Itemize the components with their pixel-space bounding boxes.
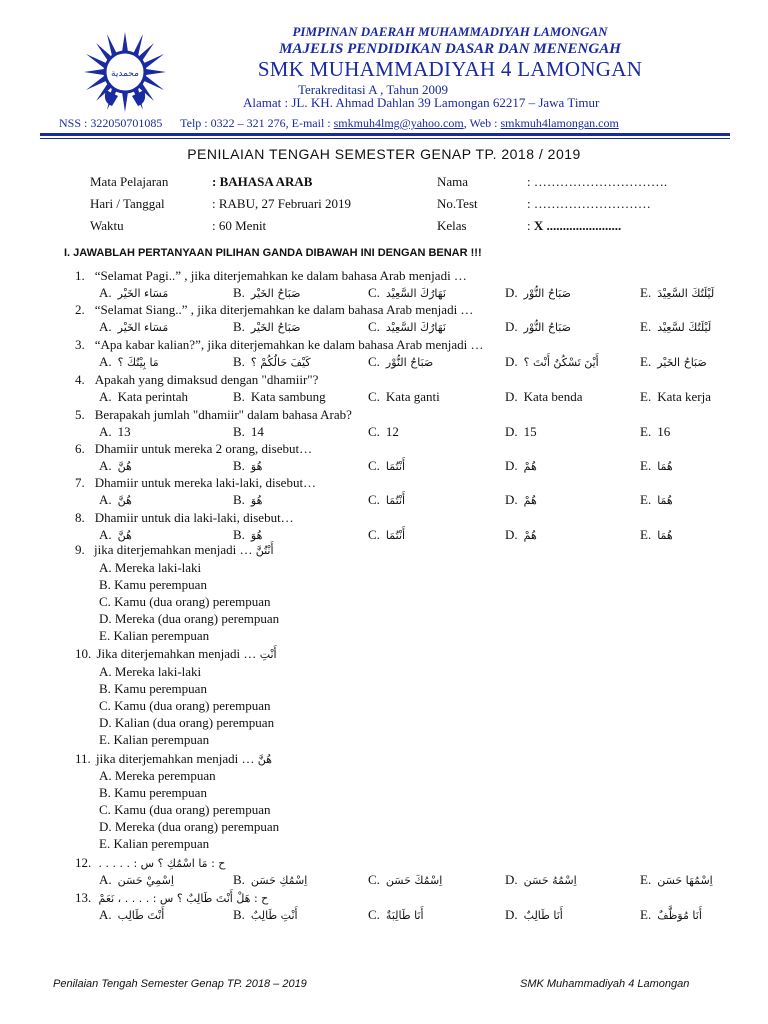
option-letter: C.: [368, 424, 380, 439]
option-text: صَبَاحُ الخَيْر: [250, 287, 301, 300]
option-text: مَا بِيْتُكَ ؟: [117, 356, 159, 369]
question-text: Jika diterjemahkan menjadi …: [96, 646, 257, 661]
class-field[interactable]: [527, 218, 621, 234]
option-text: هُوَ: [250, 529, 263, 542]
q6-option-a[interactable]: [99, 458, 132, 474]
q12-option-c[interactable]: [368, 872, 442, 888]
option-text: اِسْمُهُ حَسَن: [523, 874, 577, 887]
footer-school-name: SMK Muhammadiyah 4 Lamongan: [520, 978, 690, 990]
q12-option-a[interactable]: [99, 872, 174, 888]
section-title: I. JAWABLAH PERTANYAAN PILIHAN GANDA DIBAWAH INI DENGAN BENAR !!!: [64, 247, 482, 259]
q10-option-a[interactable]: A. Mereka laki-laki: [99, 664, 202, 679]
option-letter: E.: [640, 872, 652, 887]
option-text: اِسْمُهَا حَسَن: [657, 874, 713, 887]
question-text: “Apa kabar kalian?”, jika diterjemahkan ke dalam bahasa Arab menjadi …: [94, 337, 484, 352]
class-value: X .......................: [533, 218, 622, 233]
option-text: مَسَاء الخَيْر: [117, 321, 169, 334]
logo-text: محمدية: [111, 69, 139, 79]
header-rule-thick: [40, 133, 730, 136]
question-arabic: ح : هَلْ أَنْتَ طَالِبٌ ؟ س : . . . . ، نَعَمْ: [98, 892, 269, 905]
subject-label: Mata Pelajaran: [90, 174, 169, 189]
option-letter: E.: [640, 458, 652, 473]
q3-option-c[interactable]: [368, 354, 433, 370]
option-text: Kata benda: [523, 389, 583, 404]
question-2: [75, 302, 473, 318]
name-label: Nama: [437, 174, 469, 189]
question-1: [75, 268, 467, 284]
question-text: Berapakah jumlah "dhamiir" dalam bahasa Arab?: [94, 407, 352, 422]
option-text: هُمَا: [657, 529, 673, 542]
option-letter: C.: [368, 492, 380, 507]
option-text: هُمْ: [523, 460, 537, 473]
q11-option-b[interactable]: B. Kamu perempuan: [99, 785, 207, 800]
time-label: Waktu: [90, 218, 124, 233]
question-number: 3.: [75, 337, 85, 352]
telp: Telp : 0322 – 321 276, E-mail :: [180, 116, 331, 130]
option-text: هُمْ: [523, 529, 537, 542]
option-text: 12: [385, 424, 399, 439]
q10-option-e[interactable]: E. Kalian perempuan: [99, 732, 210, 747]
q2-option-a[interactable]: [99, 319, 168, 335]
question-number: 4.: [75, 372, 85, 387]
q7-option-d[interactable]: [505, 492, 537, 508]
option-letter: C.: [368, 872, 380, 887]
question-12: [75, 855, 225, 871]
q11-option-a[interactable]: A. Mereka perempuan: [99, 768, 216, 783]
q1-option-a[interactable]: [99, 285, 168, 301]
time-value: : 60 Menit: [212, 218, 267, 233]
address: Alamat : JL. KH. Ahmad Dahlan 39 Lamongan 62217 – Jawa Timur: [243, 95, 600, 110]
q11-option-d[interactable]: D. Mereka (dua orang) perempuan: [99, 819, 280, 834]
q3-option-e[interactable]: [640, 354, 707, 370]
option-letter: C.: [368, 458, 380, 473]
option-letter: D.: [505, 354, 518, 369]
q1-option-b[interactable]: [233, 285, 300, 301]
school-logo: [82, 30, 168, 114]
option-letter: D.: [505, 492, 518, 507]
option-text: لَيْلَتُكَ لسَّعِيْد: [657, 321, 712, 334]
q7-option-b[interactable]: [233, 492, 262, 508]
question-4: [75, 372, 318, 388]
q6-option-b[interactable]: [233, 458, 262, 474]
question-text: Dhamiir untuk mereka 2 orang, disebut…: [94, 441, 313, 456]
email-link[interactable]: smkmuh4lmg@yahoo.com: [333, 116, 464, 130]
q8-option-d[interactable]: [505, 527, 537, 543]
q3-option-d[interactable]: [505, 354, 599, 370]
q4-option-c[interactable]: [368, 389, 440, 405]
q10-option-d[interactable]: D. Kalian (dua orang) perempuan: [99, 715, 275, 730]
q2-option-d[interactable]: [505, 319, 571, 335]
option-text: اِسْمِيْ حَسَن: [117, 874, 174, 887]
option-letter: C.: [368, 389, 380, 404]
option-letter: B.: [233, 458, 245, 473]
option-letter: D.: [505, 872, 518, 887]
option-letter: A.: [99, 492, 112, 507]
q11-option-e[interactable]: E. Kalian perempuan: [99, 836, 210, 851]
question-number: 6.: [75, 441, 85, 456]
q10-option-b[interactable]: B. Kamu perempuan: [99, 681, 207, 696]
option-letter: E.: [640, 492, 652, 507]
option-text: صَبَاحُ النُّوْر: [523, 321, 571, 334]
question-number: 12.: [75, 855, 92, 870]
option-text: أَنْتِ طَالِبٌ: [250, 909, 298, 922]
option-letter: A.: [99, 527, 112, 542]
q2-option-c[interactable]: [368, 319, 446, 335]
q7-option-c[interactable]: [368, 492, 405, 508]
question-number: 11.: [75, 751, 91, 766]
option-letter: B.: [233, 527, 245, 542]
question-number: 8.: [75, 510, 85, 525]
question-text: “Selamat Siang..” , jika diterjemahkan ke dalam bahasa Arab menjadi …: [94, 302, 474, 317]
option-text: أَنَا طَالِبَةٌ: [385, 909, 424, 922]
option-letter: B.: [233, 424, 245, 439]
option-text: Kata ganti: [385, 389, 440, 404]
q13-option-a[interactable]: [99, 907, 164, 923]
q13-option-c[interactable]: [368, 907, 424, 923]
web-label: , Web :: [463, 116, 498, 130]
option-text: أَنْتُمَا: [385, 494, 406, 507]
contact-line: [59, 116, 619, 131]
q7-option-e[interactable]: [640, 492, 673, 508]
question-text: Dhamiir untuk dia laki-laki, disebut…: [94, 510, 294, 525]
option-letter: A.: [99, 389, 112, 404]
option-letter: E.: [640, 354, 652, 369]
option-text: اِسْمُكَ حَسَن: [385, 874, 443, 887]
option-text: نَهَارُكَ السَّعِيْد: [385, 287, 446, 300]
option-text: هُمَا: [657, 460, 673, 473]
option-letter: A.: [99, 319, 112, 334]
option-letter: D.: [505, 285, 518, 300]
option-letter: A.: [99, 285, 112, 300]
q12-option-d[interactable]: [505, 872, 577, 888]
header-rule-thin: [40, 138, 730, 139]
question-text: “Selamat Pagi..” , jika diterjemahkan ke dalam bahasa Arab menjadi …: [94, 268, 467, 283]
option-text: اِسْمُكِ حَسَن: [250, 874, 308, 887]
q8-option-e[interactable]: [640, 527, 673, 543]
option-letter: D.: [505, 319, 518, 334]
q1-option-e[interactable]: [640, 285, 714, 301]
q4-option-a[interactable]: [99, 389, 188, 405]
q4-option-b[interactable]: [233, 389, 326, 405]
org-name: PIMPINAN DAERAH MUHAMMADIYAH LAMONGAN: [292, 24, 608, 39]
question-number: 13.: [75, 890, 92, 905]
council-name: MAJELIS PENDIDIKAN DASAR DAN MENENGAH: [279, 41, 621, 57]
option-text: نَهَارُكَ السَّعِيْد: [385, 321, 446, 334]
option-text: Kata kerja: [657, 389, 711, 404]
q3-option-b[interactable]: [233, 354, 311, 370]
option-letter: B.: [233, 492, 245, 507]
exam-title: PENILAIAN TENGAH SEMESTER GENAP TP. 2018 / 2019: [187, 146, 581, 162]
option-text: هُنَّ: [117, 494, 132, 507]
q6-option-c[interactable]: [368, 458, 405, 474]
question-10: [75, 646, 277, 662]
option-letter: A.: [99, 872, 112, 887]
q9-option-d[interactable]: D. Mereka (dua orang) perempuan: [99, 611, 280, 626]
option-text: 15: [523, 424, 537, 439]
option-letter: E.: [640, 389, 652, 404]
q10-option-c[interactable]: C. Kamu (dua orang) perempuan: [99, 698, 271, 713]
q9-option-e[interactable]: E. Kalian perempuan: [99, 628, 210, 643]
option-letter: A.: [99, 424, 112, 439]
q1-option-c[interactable]: [368, 285, 446, 301]
question-arabic: أَنْتُنَّ: [255, 544, 274, 557]
question-number: 7.: [75, 475, 85, 490]
footer-exam-name: Penilaian Tengah Semester Genap TP. 2018 – 2019: [53, 978, 307, 990]
option-letter: B.: [233, 872, 245, 887]
option-letter: B.: [233, 354, 245, 369]
option-text: صَبَاحُ النُّوْر: [523, 287, 571, 300]
q1-option-d[interactable]: [505, 285, 571, 301]
question-number: 9.: [75, 542, 85, 557]
test-field[interactable]: : ………………………: [527, 196, 651, 211]
question-11: [75, 751, 272, 767]
option-text: أَنْتَ طَالِب: [117, 909, 165, 922]
option-letter: E.: [640, 907, 652, 922]
option-text: هُنَّ: [117, 529, 132, 542]
option-text: هُمَا: [657, 494, 673, 507]
option-text: أَنْتُمَا: [385, 529, 406, 542]
school-name: SMK MUHAMMADIYAH 4 LAMONGAN: [257, 57, 643, 81]
option-text: صَبَاحُ النُّوْر: [385, 356, 434, 369]
q4-option-e[interactable]: [640, 389, 711, 405]
option-text: هُوَ: [250, 460, 263, 473]
q6-option-d[interactable]: [505, 458, 537, 474]
name-field[interactable]: : ………………………….: [527, 174, 668, 189]
q5-option-b[interactable]: [233, 424, 264, 440]
option-text: مَسَاء الخَيْر: [117, 287, 169, 300]
q9-option-c[interactable]: C. Kamu (dua orang) perempuan: [99, 594, 271, 609]
question-arabic: هُنَّ: [257, 753, 272, 766]
q13-option-b[interactable]: [233, 907, 298, 923]
q5-option-c[interactable]: [368, 424, 399, 440]
option-letter: D.: [505, 907, 518, 922]
question-7: [75, 475, 316, 491]
option-letter: B.: [233, 319, 245, 334]
q8-option-c[interactable]: [368, 527, 405, 543]
question-6: [75, 441, 312, 457]
subject-text: : BAHASA ARAB: [212, 174, 313, 189]
question-number: 5.: [75, 407, 85, 422]
option-letter: E.: [640, 527, 652, 542]
option-text: أَيْنَ تَسْكُنُ أَنْتَ ؟: [523, 356, 599, 369]
q12-option-e[interactable]: [640, 872, 713, 888]
q13-option-e[interactable]: [640, 907, 702, 923]
option-letter: E.: [640, 285, 652, 300]
q5-option-e[interactable]: [640, 424, 670, 440]
question-number: 2.: [75, 302, 85, 317]
date-value: : RABU, 27 Februari 2019: [212, 196, 352, 211]
q2-option-e[interactable]: [640, 319, 711, 335]
q5-option-a[interactable]: [99, 424, 131, 440]
subject-value: [212, 174, 312, 190]
question-text: Apakah yang dimaksud dengan "dhamiir"?: [94, 372, 319, 387]
question-5: [75, 407, 352, 423]
q3-option-a[interactable]: [99, 354, 159, 370]
q8-option-a[interactable]: [99, 527, 132, 543]
option-letter: E.: [640, 319, 652, 334]
option-text: هُنَّ: [117, 460, 132, 473]
q7-option-a[interactable]: [99, 492, 132, 508]
q11-option-c[interactable]: C. Kamu (dua orang) perempuan: [99, 802, 271, 817]
option-text: أَنَا طَالِبٌ: [523, 909, 563, 922]
option-letter: A.: [99, 458, 112, 473]
option-text: 16: [657, 424, 671, 439]
option-text: أَنْتُمَا: [385, 460, 406, 473]
accreditation: Terakreditasi A , Tahun 2009: [298, 82, 448, 97]
q8-option-b[interactable]: [233, 527, 262, 543]
nss: NSS : 322050701085: [59, 116, 163, 130]
option-letter: C.: [368, 319, 380, 334]
test-label: No.Test: [437, 196, 478, 211]
question-9: [75, 542, 274, 558]
question-number: 1.: [75, 268, 85, 283]
option-letter: B.: [233, 389, 245, 404]
option-letter: E.: [640, 424, 652, 439]
class-label: Kelas: [437, 218, 467, 233]
question-text: jika diterjemahkan menjadi …: [96, 751, 255, 766]
q12-option-b[interactable]: [233, 872, 307, 888]
option-letter: C.: [368, 907, 380, 922]
option-text: 14: [250, 424, 264, 439]
q6-option-e[interactable]: [640, 458, 673, 474]
option-letter: D.: [505, 458, 518, 473]
option-letter: C.: [368, 285, 380, 300]
question-8: [75, 510, 294, 526]
date-label: Hari / Tanggal: [90, 196, 165, 211]
option-letter: B.: [233, 907, 245, 922]
question-text: Dhamiir untuk mereka laki-laki, disebut…: [94, 475, 317, 490]
option-text: 13: [117, 424, 131, 439]
question-13: [75, 890, 268, 906]
option-text: كَيْفَ حَالُكُمْ ؟: [250, 356, 311, 369]
option-text: صَبَاحُ الخَيْر: [657, 356, 707, 369]
option-text: Kata sambung: [250, 389, 326, 404]
option-text: صَبَاحُ الخَيْر: [250, 321, 301, 334]
option-letter: D.: [505, 527, 518, 542]
q9-option-a[interactable]: A. Mereka laki-laki: [99, 560, 202, 575]
option-letter: D.: [505, 424, 518, 439]
question-text: jika diterjemahkan menjadi …: [94, 542, 253, 557]
option-text: أَنَا مُوَظَّفٌ: [657, 909, 702, 922]
option-text: هُمْ: [523, 494, 537, 507]
option-text: Kata perintah: [117, 389, 189, 404]
option-letter: C.: [368, 354, 380, 369]
class-colon: :: [527, 218, 534, 233]
option-letter: B.: [233, 285, 245, 300]
q2-option-b[interactable]: [233, 319, 300, 335]
q13-option-d[interactable]: [505, 907, 563, 923]
question-arabic: ح : مَا اسْمُكِ ؟ س : . . . . .: [98, 857, 226, 870]
web-link[interactable]: smkmuh4lamongan.com: [500, 116, 619, 130]
option-letter: A.: [99, 354, 112, 369]
option-text: لَيْلَتُكَ السَّعِيْدَ: [657, 287, 715, 300]
q9-option-b[interactable]: B. Kamu perempuan: [99, 577, 207, 592]
question-number: 10.: [75, 646, 92, 661]
option-text: هُوَ: [250, 494, 263, 507]
question-arabic: أَنْتِ: [259, 648, 277, 661]
question-3: [75, 337, 484, 353]
q5-option-d[interactable]: [505, 424, 537, 440]
option-letter: D.: [505, 389, 518, 404]
q4-option-d[interactable]: [505, 389, 582, 405]
option-letter: A.: [99, 907, 112, 922]
option-letter: C.: [368, 527, 380, 542]
